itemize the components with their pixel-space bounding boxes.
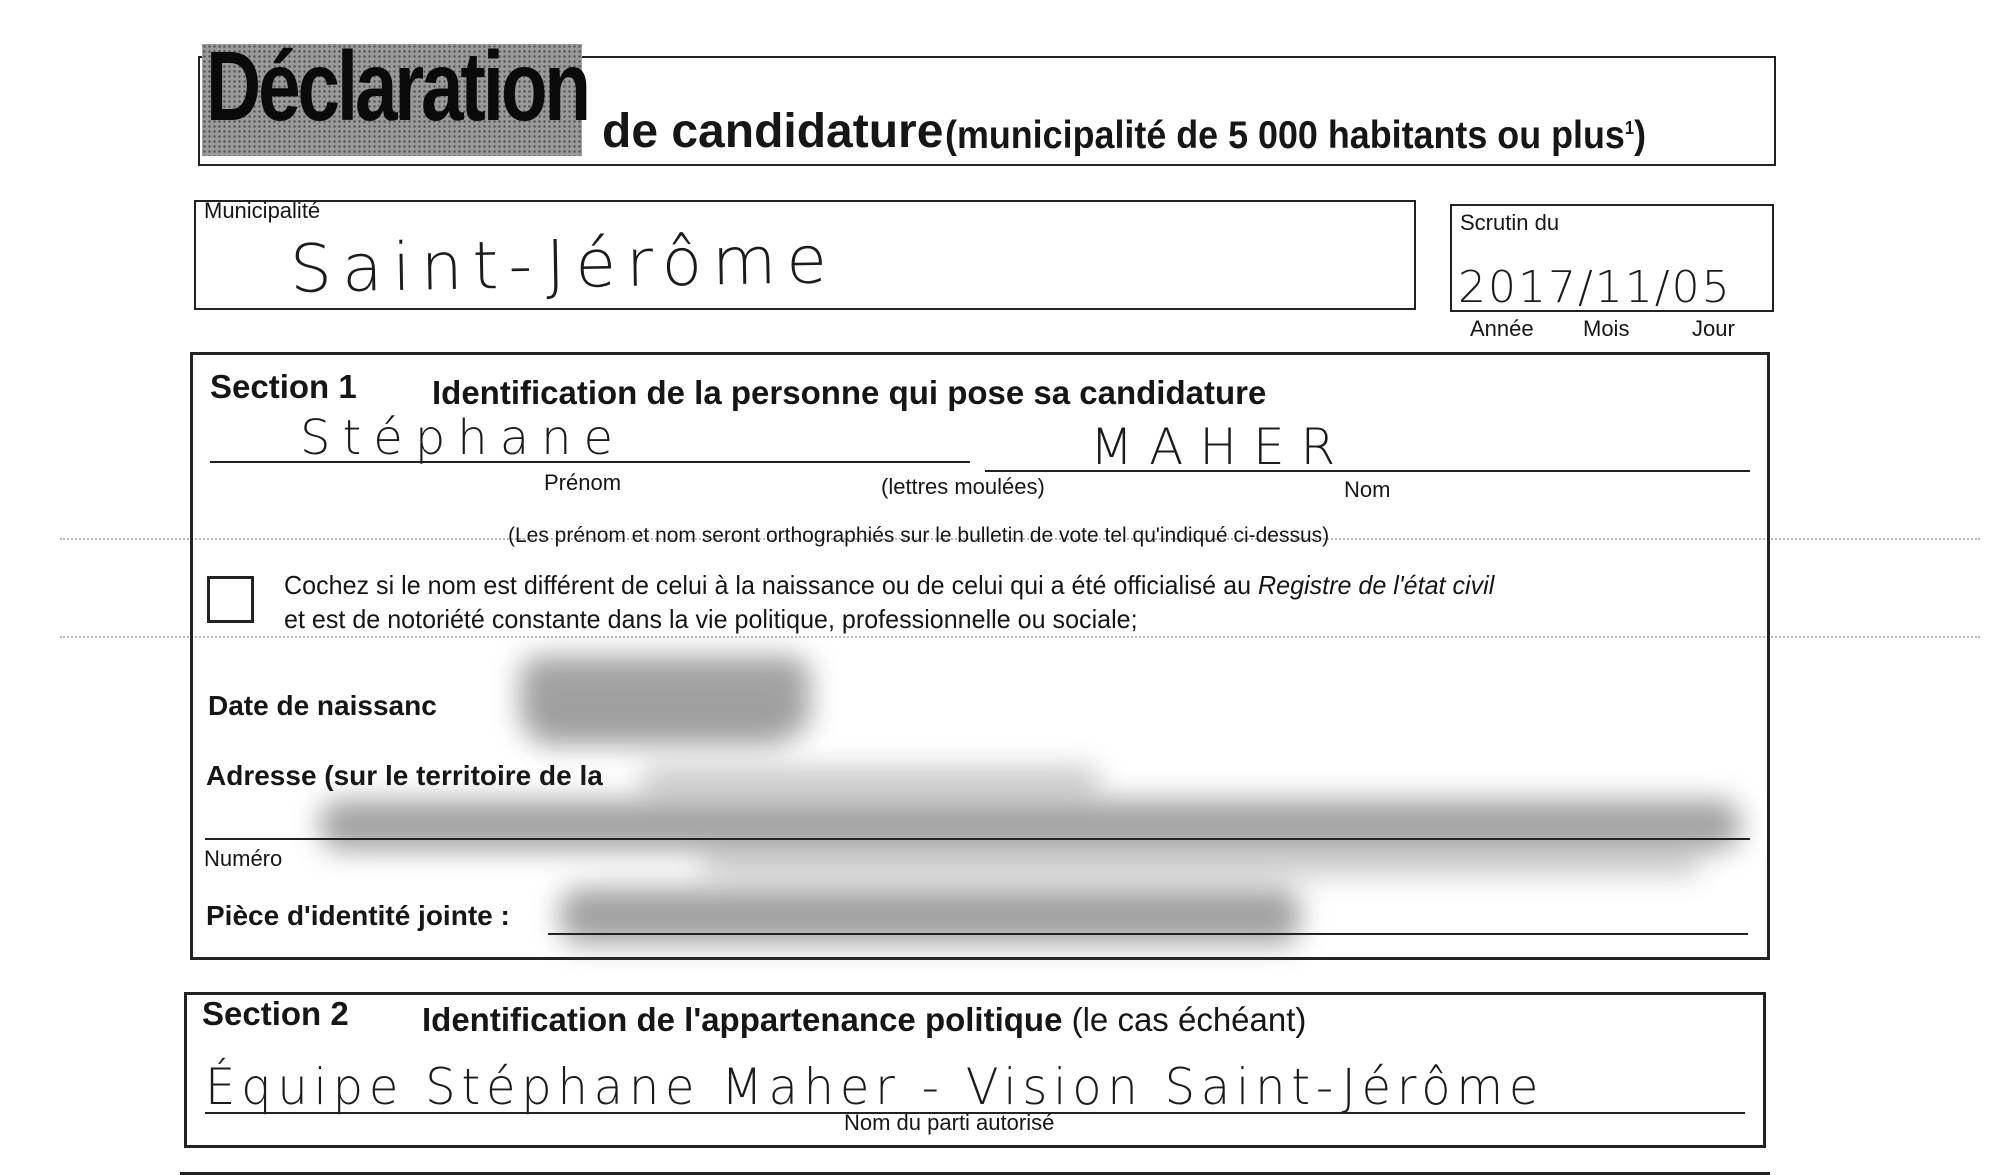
party-name-label: Nom du parti autorisé xyxy=(844,1110,1055,1135)
first-name-value[interactable]: Stéphane xyxy=(300,410,626,466)
party-name-value[interactable]: Équipe Stéphane Maher - Vision Saint-Jérôme xyxy=(205,1058,1545,1116)
nom-label: Nom xyxy=(1344,477,1391,502)
address-value-redacted xyxy=(320,800,1740,850)
prenom-label: Prénom xyxy=(544,470,622,495)
name-different-checkbox[interactable] xyxy=(207,576,254,623)
section2-title: Identification de l'appartenance politique (le cas échéant) xyxy=(422,1001,1307,1038)
birth-date-label: Date de naissanc xyxy=(208,690,437,721)
first-name-line xyxy=(210,461,970,463)
scrutin-date-value[interactable]: 2017/11/05 xyxy=(1458,262,1732,313)
checkbox-text-line1: Cochez si le nom est différent de celui à la naissance ou de celui qui a été officialisé au Registre de l'état civil xyxy=(284,570,1495,600)
scrutin-jour-label: Jour xyxy=(1692,316,1735,341)
checkbox-text-line2: et est de notoriété constante dans la vie politique, professionnelle ou sociale; xyxy=(284,604,1138,634)
id-document-label: Pièce d'identité jointe : xyxy=(206,900,510,931)
municipality-value[interactable]: Saint-Jérôme xyxy=(289,221,838,308)
municipality-label: Municipalité xyxy=(204,198,321,223)
section1-number: Section 1 xyxy=(210,368,357,405)
scrutin-annee-label: Année xyxy=(1470,316,1534,341)
address-label: Adresse (sur le territoire de la xyxy=(206,760,603,791)
last-name-value[interactable]: MAHER xyxy=(1090,418,1352,476)
numero-label: Numéro xyxy=(204,846,283,871)
address-label-redacted xyxy=(640,768,1100,794)
scrutin-label: Scrutin du xyxy=(1460,210,1560,235)
id-document-line xyxy=(548,933,1748,935)
birth-date-sublabels-redacted xyxy=(535,724,785,746)
title-de-candidature: de candidature xyxy=(602,105,944,158)
scrutin-mois-label: Mois xyxy=(1583,316,1630,341)
section2-number: Section 2 xyxy=(202,995,349,1032)
title-municipality-size: (municipalité de 5 000 habitants ou plus$^1$) xyxy=(945,114,1647,157)
section1-title: Identification de la personne qui pose sa candidature xyxy=(432,374,1267,411)
address-line xyxy=(205,838,1750,840)
id-document-redacted xyxy=(560,888,1300,944)
title-declaration: Déclaration xyxy=(206,31,589,141)
last-name-line xyxy=(985,470,1750,472)
name-spelling-note: (Les prénom et nom seront orthographiés sur le bulletin de vote tel qu'indiqué ci-dessus) xyxy=(508,524,1330,547)
address-sublabels-redacted xyxy=(700,852,1700,876)
lettres-moulees-label: (lettres moulées) xyxy=(881,474,1045,499)
